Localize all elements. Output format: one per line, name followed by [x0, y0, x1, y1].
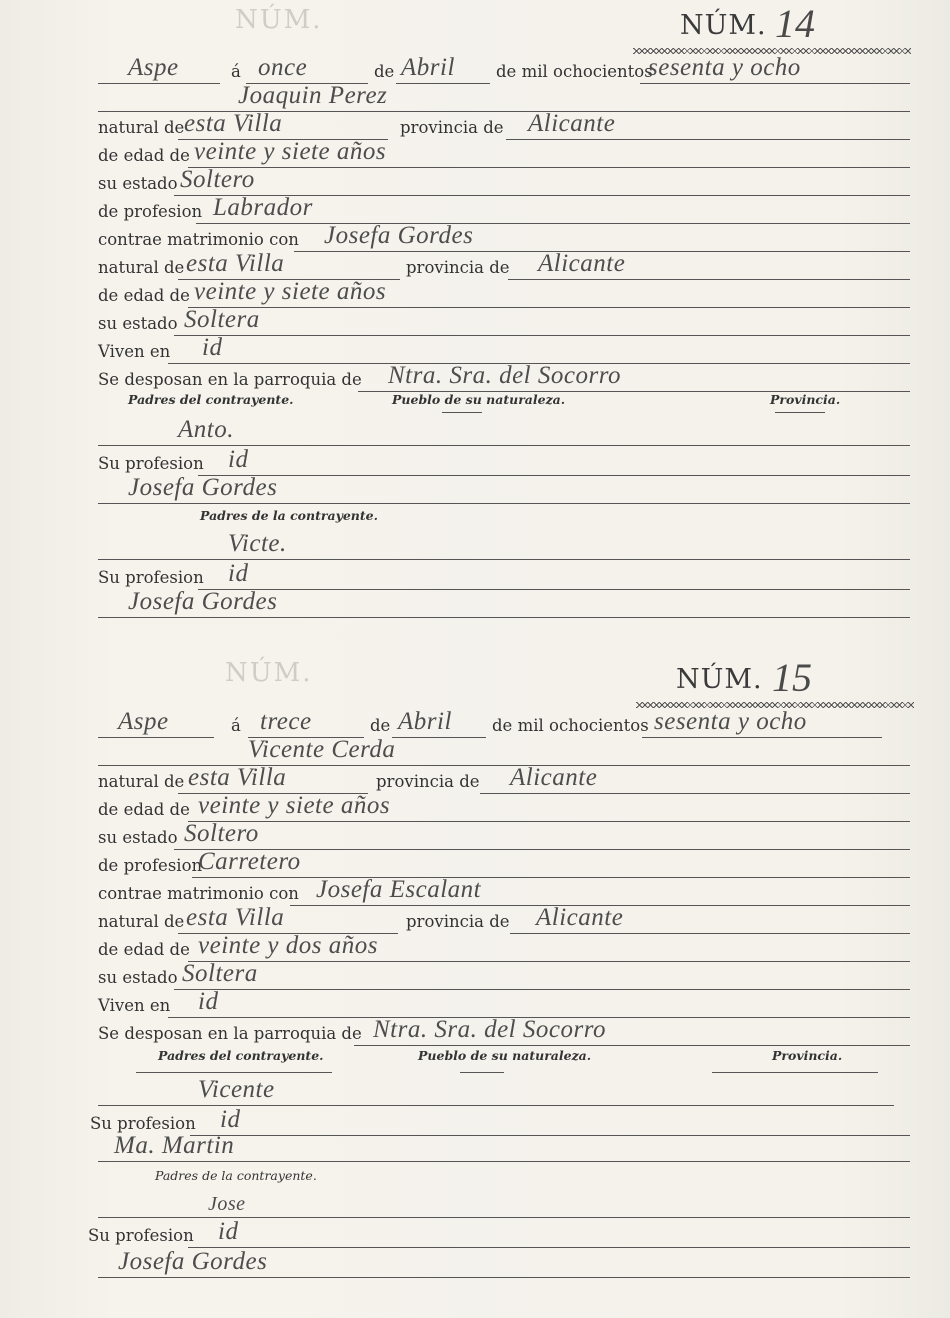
groom-estado-value: Soltero [180, 166, 255, 193]
bride-provincia-value: Alicante [538, 250, 626, 277]
groom-mother-value: Ma. Martin [114, 1132, 235, 1159]
groom-profesion-value: Labrador [213, 194, 313, 221]
groom-estado-value: Soltero [184, 820, 259, 847]
bride-natural-value: esta Villa [186, 250, 285, 277]
groom-father-value: Vicente [198, 1076, 275, 1103]
groom-natural-value: esta Villa [188, 764, 287, 791]
groom-edad-row [98, 794, 910, 822]
bride-estado-row [98, 962, 910, 990]
bride-father-row [98, 1190, 910, 1218]
contrae-label: contrae matrimonio con [98, 230, 299, 249]
bride-estado-value: Soltera [182, 960, 258, 987]
place-value: Aspe [118, 708, 169, 735]
su-profesion-label: Su profesion [98, 454, 204, 473]
groom-natural-value: esta Villa [184, 110, 283, 137]
entry-number-value: 15 [772, 655, 812, 700]
bride-natural-row [98, 906, 910, 934]
contrae-label: contrae matrimonio con [98, 884, 299, 903]
provincia-label: provincia de [376, 772, 480, 791]
parroquia-row [98, 1018, 910, 1046]
entry-number-label: NÚM. [680, 10, 767, 41]
parroquia-value: Ntra. Sra. del Socorro [388, 362, 621, 389]
groom-edad-value: veinte y siete años [194, 138, 387, 165]
groom-natural-row [98, 112, 910, 140]
bleed-through-mark: NÚM. [235, 5, 323, 35]
caption-pueblo: Pueblo de su naturaleza. [392, 392, 566, 407]
parroquia-row [98, 364, 910, 392]
natural-label: natural de [98, 912, 185, 931]
profesion-label: de profesion [98, 856, 203, 875]
estado-label: su estado [98, 968, 178, 987]
bride-mother-value: Josefa Gordes [118, 1248, 268, 1275]
place-value: Aspe [128, 54, 179, 81]
bride-provincia-value: Alicante [536, 904, 624, 931]
bride-natural-value: esta Villa [186, 904, 285, 931]
groom-mother-value: Josefa Gordes [128, 474, 278, 501]
groom-name-value: Vicente Cerda [248, 736, 396, 763]
groom-profesion-row [98, 196, 910, 224]
natural-label: natural de [98, 118, 185, 137]
month-value: Abril [398, 708, 452, 735]
groom-edad-row [98, 140, 910, 168]
caption-pueblo: Pueblo de su naturaleza. [418, 1048, 592, 1063]
caption-padres-contrayente-f: Padres de la contrayente. [155, 1168, 317, 1183]
provincia-label: provincia de [400, 118, 504, 137]
caption-padres-contrayente: Padres del contrayente. [128, 392, 294, 407]
edad-label: de edad de [98, 940, 190, 959]
date-row [98, 56, 910, 84]
year-label: de mil ochocientos [496, 62, 653, 81]
bride-name-value: Josefa Escalant [316, 876, 482, 903]
bride-name-row [98, 878, 910, 906]
groom-name-row [98, 738, 910, 766]
month-value: Abril [401, 54, 455, 81]
groom-profesion-row [98, 850, 910, 878]
bride-father-value: Jose [208, 1193, 246, 1215]
provincia-label: provincia de [406, 912, 510, 931]
groom-mother-row [98, 476, 910, 504]
edad-label: de edad de [98, 146, 190, 165]
groom-father-prof-value: id [228, 446, 249, 473]
groom-mother-row [98, 1134, 910, 1162]
groom-father-prof-row [98, 448, 910, 476]
edad-label: de edad de [98, 800, 190, 819]
groom-edad-value: veinte y siete años [198, 792, 391, 819]
a-label: á [231, 716, 241, 735]
de-label: de [374, 62, 395, 81]
caption-padres-contrayente-f: Padres de la contrayente. [200, 508, 378, 523]
viven-label: Viven en [98, 342, 171, 361]
bride-father-row [98, 532, 910, 560]
groom-estado-row [98, 822, 910, 850]
bride-father-value: Victe. [228, 530, 287, 557]
caption-provincia: Provincia. [772, 1048, 843, 1063]
groom-name-value: Joaquin Perez [238, 82, 388, 109]
viven-row [98, 336, 910, 364]
bride-mother-row [98, 590, 910, 618]
day-value: once [258, 54, 308, 81]
entry-number-label: NÚM. [676, 664, 763, 695]
entry-number-value: 14 [775, 1, 815, 46]
viven-value: id [202, 334, 223, 361]
bride-father-prof-row [88, 1220, 910, 1248]
su-profesion-label: Su profesion [90, 1114, 196, 1133]
provincia-label: provincia de [406, 258, 510, 277]
parroquia-value: Ntra. Sra. del Socorro [373, 1016, 606, 1043]
estado-label: su estado [98, 314, 178, 333]
bride-father-prof-row [98, 562, 910, 590]
estado-label: su estado [98, 828, 178, 847]
groom-estado-row [98, 168, 910, 196]
bleed-through-mark: NÚM. [225, 658, 313, 688]
bride-edad-row [98, 934, 910, 962]
bride-estado-row [98, 308, 910, 336]
groom-provincia-value: Alicante [510, 764, 598, 791]
groom-profesion-value: Carretero [198, 848, 301, 875]
bride-mother-row [98, 1250, 910, 1278]
su-profesion-label: Su profesion [98, 568, 204, 587]
groom-provincia-value: Alicante [528, 110, 616, 137]
bride-edad-value: veinte y siete años [194, 278, 387, 305]
bride-estado-value: Soltera [184, 306, 260, 333]
bride-father-prof-value: id [218, 1218, 239, 1245]
groom-father-value: Anto. [178, 416, 234, 443]
su-profesion-label: Su profesion [88, 1226, 194, 1245]
natural-label: natural de [98, 772, 185, 791]
bride-father-prof-value: id [228, 560, 249, 587]
caption-provincia: Provincia. [770, 392, 841, 407]
year-value: sesenta y ocho [654, 708, 807, 735]
a-label: á [231, 62, 241, 81]
viven-row [98, 990, 910, 1018]
de-label: de [370, 716, 391, 735]
year-label: de mil ochocientos [492, 716, 649, 735]
bride-edad-value: veinte y dos años [198, 932, 378, 959]
parroquia-label: Se desposan en la parroquia de [98, 1024, 362, 1043]
date-row [98, 710, 910, 738]
bride-edad-row [98, 280, 910, 308]
groom-natural-row [98, 766, 910, 794]
groom-father-row [98, 418, 910, 446]
groom-father-prof-value: id [220, 1106, 241, 1133]
day-value: trece [260, 708, 312, 735]
edad-label: de edad de [98, 286, 190, 305]
profesion-label: de profesion [98, 202, 203, 221]
year-value: sesenta y ocho [648, 54, 801, 81]
caption-padres-contrayente: Padres del contrayente. [158, 1048, 324, 1063]
estado-label: su estado [98, 174, 178, 193]
bride-natural-row [98, 252, 910, 280]
viven-label: Viven en [98, 996, 171, 1015]
viven-value: id [198, 988, 219, 1015]
bride-name-row [98, 224, 910, 252]
bride-name-value: Josefa Gordes [324, 222, 474, 249]
bride-mother-value: Josefa Gordes [128, 588, 278, 615]
groom-name-row [98, 84, 910, 112]
parroquia-label: Se desposan en la parroquia de [98, 370, 362, 389]
natural-label: natural de [98, 258, 185, 277]
groom-father-row [98, 1078, 910, 1106]
